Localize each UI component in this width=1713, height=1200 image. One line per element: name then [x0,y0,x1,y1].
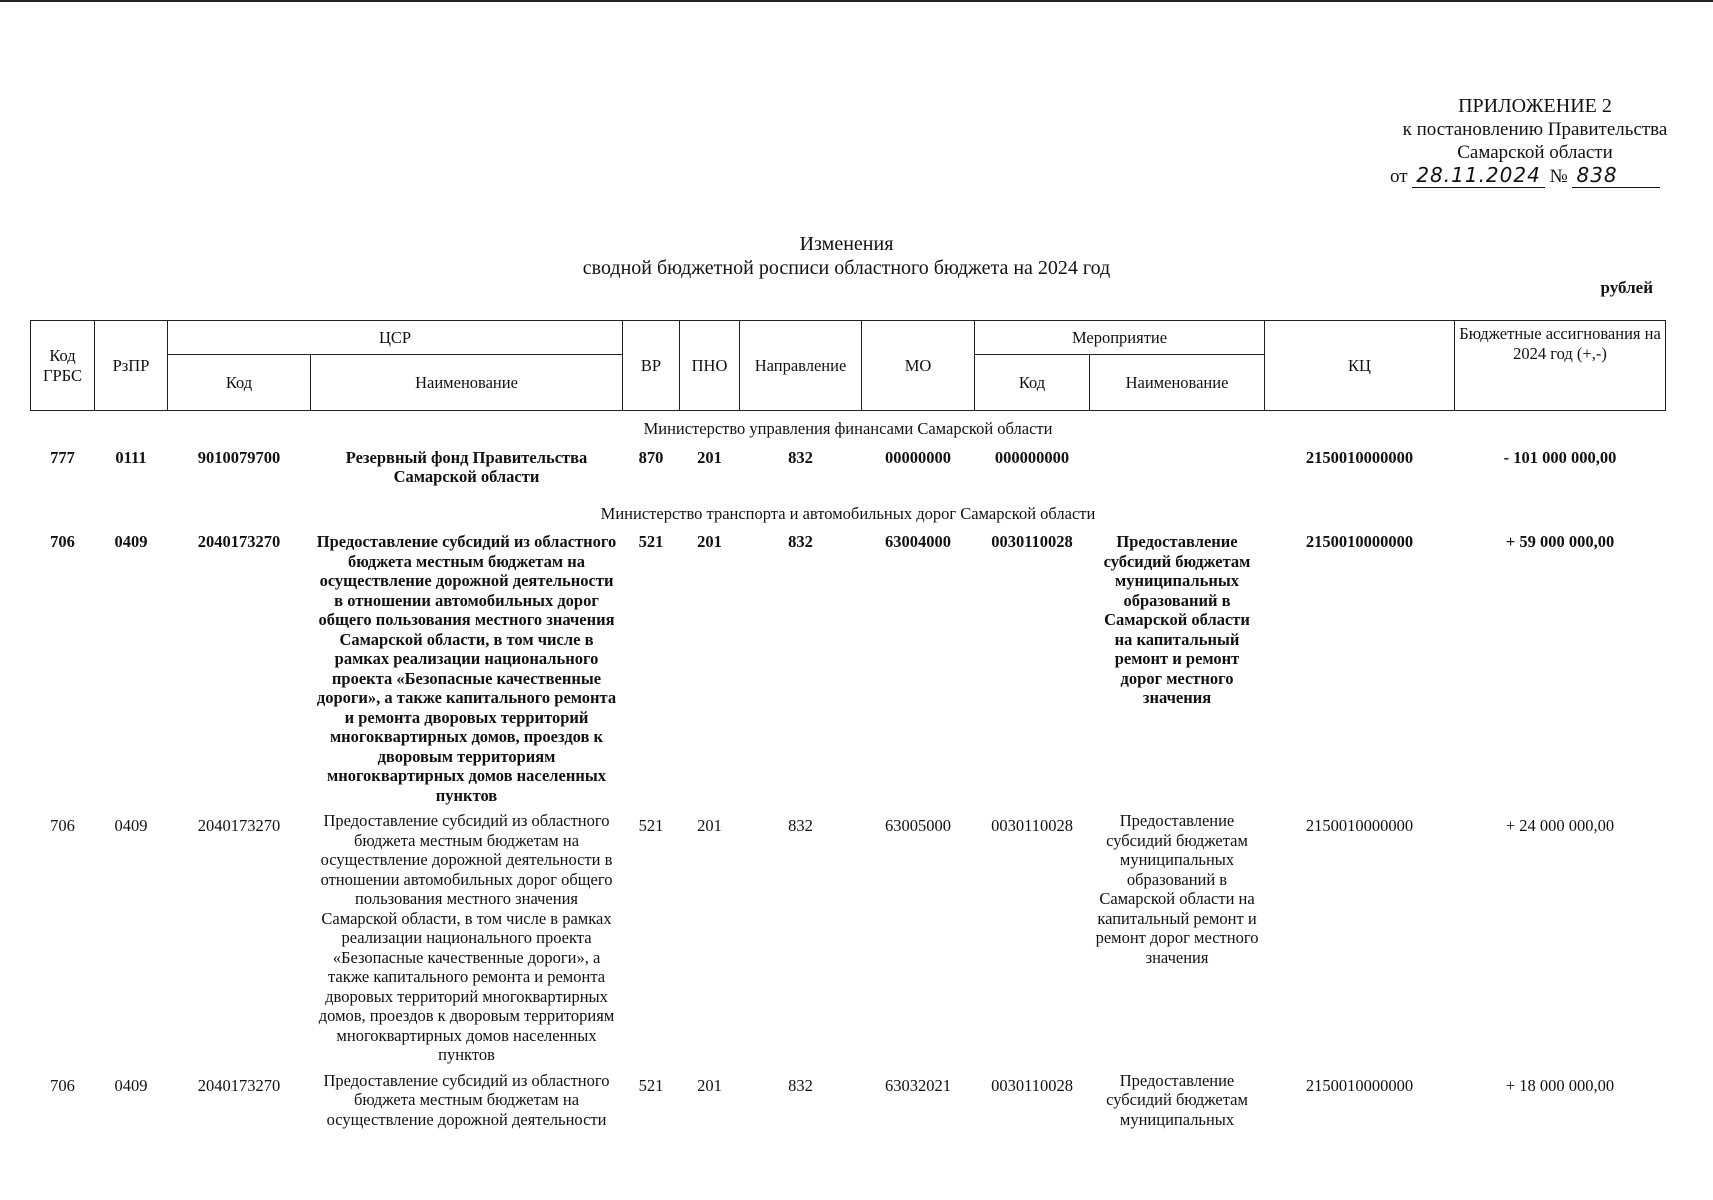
handwritten-date: 28.11.2024 [1412,163,1545,188]
header-mo: МО [862,321,975,411]
cell-vr: 521 [638,816,664,835]
cell-csr-name: Предоставление субсидий из областного бюджета местным бюджетам на осуществление дорожной деятельности [323,1070,610,1129]
cell-amount: + 24 000 000,00 [1505,816,1615,835]
header-grbs: Код ГРБС [31,321,95,411]
cell-kc: 2150010000000 [1305,816,1414,835]
section-title: Министерство транспорта и автомобильных дорог Самарской области [600,503,1096,523]
cell-direction: 832 [788,1075,813,1095]
cell-kc: 2150010000000 [1305,532,1414,551]
cell-grbs: 777 [50,447,75,467]
cell-mo: 00000000 [885,447,952,467]
appendix-title: ПРИЛОЖЕНИЕ 2 [1458,95,1612,117]
number-prefix: № [1549,166,1568,187]
cell-mo: 63005000 [885,816,952,835]
cell-pno: 201 [697,1075,722,1095]
cell-event-code: 000000000 [994,447,1070,467]
title-line-1: Изменения [799,233,894,255]
table-row [31,808,1666,1068]
section-row-finance [31,411,1666,445]
cell-direction: 832 [788,532,813,551]
header-rzpr: РзПР [95,321,168,411]
handwritten-number: 838 [1572,164,1660,188]
cell-rzpr: 0409 [114,532,148,551]
section-row-transport [31,490,1666,530]
cell-event-name: Предоставление субсидий бюджетам муниципальных образований в Самарской области на капитальный ремонт и ремонт дорог местного значения [1095,811,1259,967]
cell-event-code: 0030110028 [991,1075,1073,1095]
header-kc: КЦ [1265,321,1455,411]
cell-csr-code: 2040173270 [197,532,281,551]
cell-pno: 201 [697,447,722,467]
section-title: Министерство управления финансами Самарской области [643,419,1053,438]
cell-pno: 201 [697,532,722,551]
cell-grbs: 706 [50,1075,75,1095]
unit-label: рублей [1600,278,1653,297]
cell-rzpr: 0409 [114,1075,148,1095]
cell-kc: 2150010000000 [1305,447,1414,467]
table-row [31,529,1666,808]
document-title [0,232,1693,280]
cell-csr-name: Предоставление субсидий из областного бюджета местным бюджетам на осуществление дорожной деятельности в отношении автомобильных дорог общего пользования местного значения Самарской области, в том числе в рамках реализации национального проекта «Безопасные качественные дороги», а также капитального ремонта и ремонта дворовых территорий многоквартирных домов, проездов к дворовым территориям многоквартирных домов населенных пунктов [316,532,617,805]
header-event: Мероприятие [975,321,1265,355]
appendix-date-line [1390,164,1680,188]
header-direction: Направление [740,321,862,411]
cell-kc: 2150010000000 [1305,1075,1414,1095]
cell-vr: 521 [638,532,664,551]
cell-csr-code: 2040173270 [197,1075,281,1095]
table-row [31,445,1666,490]
cell-event-name [1090,445,1265,490]
cell-direction: 832 [788,447,813,467]
cell-direction: 832 [788,816,813,835]
cell-csr-name: Предоставление субсидий из областного бюджета местным бюджетам на осуществление дорожной деятельности в отношении автомобильных дорог общего пользования местного значения Самарской области, в том числе в рамках реализации национального проекта «Безопасные качественные дороги», а также капитального ремонта и ремонта дворовых территорий многоквартирных домов, проездов к дворовым территориям многоквартирных домов населенных пунктов [318,811,615,1064]
appendix-region: Самарской области [1457,142,1613,163]
cell-grbs: 706 [50,532,75,551]
cell-csr-code: 2040173270 [197,816,281,835]
cell-event-name: Предоставление субсидий бюджетам муниципальных [1106,1070,1248,1129]
header-csr-name: Наименование [311,355,623,411]
title-line-2: сводной бюджетной росписи областного бюджета на 2024 год [582,257,1111,279]
page-top-edge [0,0,1713,2]
table-row [31,1068,1666,1133]
header-event-name: Наименование [1090,355,1265,411]
cell-vr: 521 [638,1075,664,1095]
cell-rzpr: 0409 [114,816,148,835]
budget-table [30,320,1666,1132]
header-pno: ПНО [680,321,740,411]
cell-amount: - 101 000 000,00 [1503,447,1617,467]
header-event-code: Код [975,355,1090,411]
appendix-block [1390,95,1680,188]
cell-grbs: 706 [50,816,75,835]
cell-csr-code: 9010079700 [197,447,281,467]
cell-event-name: Предоставление субсидий бюджетам муниципальных образований в Самарской области на капитальный ремонт и ремонт дорог местного значения [1103,532,1251,707]
cell-event-code: 0030110028 [991,816,1073,835]
cell-rzpr: 0111 [115,447,147,467]
cell-csr-name: Резервный фонд Правительства Самарской области [345,447,588,486]
header-csr: ЦСР [168,321,623,355]
cell-pno: 201 [697,816,722,835]
header-csr-code: Код [168,355,311,411]
cell-amount: + 18 000 000,00 [1505,1075,1615,1095]
cell-mo: 63032021 [885,1075,952,1095]
header-amount: Бюджетные ассигнования на 2024 год (+,-) [1455,321,1666,411]
cell-vr: 870 [638,447,664,467]
cell-mo: 63004000 [885,532,952,551]
header-vr: ВР [623,321,680,411]
cell-amount: + 59 000 000,00 [1505,532,1615,551]
date-prefix: от [1390,166,1408,187]
cell-event-code: 0030110028 [991,532,1073,551]
appendix-subtitle: к постановлению Правительства [1402,119,1668,140]
